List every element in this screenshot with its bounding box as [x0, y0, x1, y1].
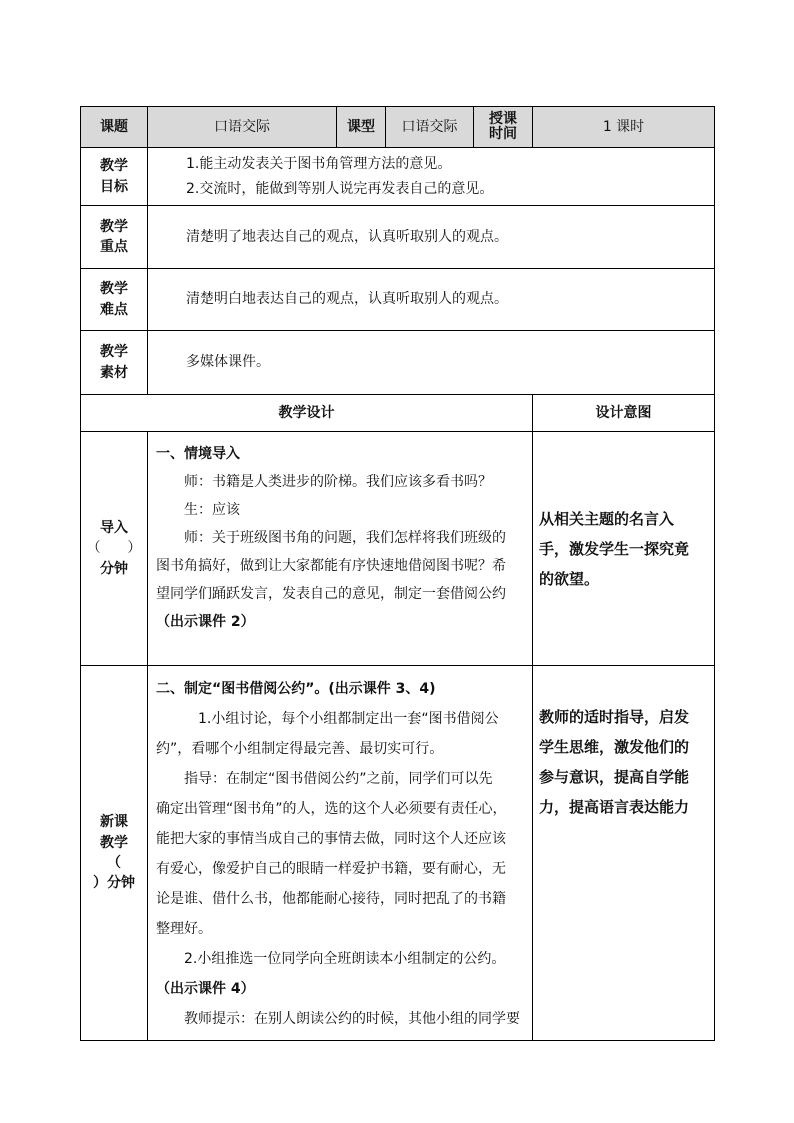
time-label [474, 107, 533, 148]
new-lesson-line: 教师提示：在别人朗读公约的时候，其他小组的同学要 [184, 1011, 520, 1027]
difficulties-content [148, 269, 715, 331]
intro-stage-line3: 分钟 [100, 560, 128, 577]
new-lesson-stage-label [81, 666, 148, 1041]
objectives-label-line1: 教学 [100, 158, 128, 175]
new-lesson-line: （出示课件 4） [156, 981, 255, 997]
design-header-left: 教学设计 [81, 395, 533, 432]
new-lesson-intent [533, 666, 715, 1041]
design-header-row [81, 395, 715, 432]
key-points-line: 清楚明了地表达自己的观点，认真听取别人的观点。 [186, 228, 508, 245]
info-row-difficulties [81, 269, 715, 331]
new-lesson-stage-line2: 教学 [100, 834, 128, 851]
intro-line: 生：应该 [184, 502, 240, 518]
intro-line: 师：书籍是人类进步的阶梯。我们应该多看书吗？ [184, 474, 492, 490]
new-lesson-line: 论是谁、借什么书，他都能耐心接待，同时把乱了的书籍 [156, 891, 506, 907]
section-intro-row [81, 432, 715, 666]
key-points-content [148, 206, 715, 269]
subject-label: 课题 [81, 107, 148, 148]
intro-title: 一、情境导入 [156, 446, 240, 462]
new-lesson-intent-line: 学生思维，激发他们的 [539, 738, 690, 756]
new-lesson-line: 有爱心，像爱护自己的眼睛一样爱护书籍，要有耐心，无 [156, 861, 506, 877]
materials-line: 多媒体课件。 [186, 354, 270, 371]
intro-stage-label [81, 432, 148, 666]
new-lesson-line: 2.小组推选一位同学向全班朗读本小组制定的公约。 [184, 951, 506, 967]
intro-intent-line: 手，激发学生一探究竟 [539, 539, 690, 558]
intro-design-content [148, 432, 533, 666]
intro-line: （出示课件 2） [156, 614, 255, 630]
intro-stage-line2: （ ） [86, 540, 142, 557]
difficulties-line: 清楚明白地表达自己的观点，认真听取别人的观点。 [186, 291, 508, 308]
new-lesson-line: 1.小组讨论，每个小组都制定出一套“图书借阅公 [198, 711, 499, 727]
objectives-label [81, 148, 148, 206]
new-lesson-design-content [148, 666, 533, 1041]
header-row [81, 107, 715, 148]
difficulties-label [81, 269, 148, 331]
new-lesson-intent-line: 力，提高语言表达能力 [539, 798, 690, 816]
intro-line: 图书角搞好，做到让大家都能有序快速地借阅图书呢？希 [156, 558, 506, 574]
new-lesson-stage-line3: （ [107, 855, 121, 871]
materials-label [81, 331, 148, 395]
materials-label-line2: 素材 [100, 364, 128, 381]
difficulties-label-line1: 教学 [100, 281, 128, 298]
section-new-lesson-row [81, 666, 715, 1041]
new-lesson-line: 指导：在制定“图书借阅公约”之前，同学们可以先 [184, 771, 493, 787]
key-points-label-line2: 重点 [100, 239, 128, 255]
new-lesson-stage-line4: ）分钟 [93, 875, 135, 892]
info-row-key-points [81, 206, 715, 269]
info-row-objectives [81, 148, 715, 206]
materials-label-line1: 教学 [100, 344, 128, 361]
key-points-label [81, 206, 148, 269]
objectives-label-line2: 目标 [100, 178, 128, 195]
new-lesson-intent-line: 教师的适时指导，启发 [539, 708, 690, 726]
time-label-line2: 时间 [489, 126, 517, 142]
intro-intent [533, 432, 715, 666]
design-header-right: 设计意图 [533, 395, 715, 432]
new-lesson-line: 整理好。 [156, 921, 212, 937]
subject-value: 口语交际 [148, 107, 337, 148]
new-lesson-title: 二、制定“图书借阅公约”。(出示课件 3、4) [156, 681, 436, 697]
objective-line: 2.交流时，能做到等别人说完再发表自己的意见。 [186, 180, 494, 197]
info-row-materials [81, 331, 715, 395]
type-value: 口语交际 [386, 107, 474, 148]
time-label-line1: 授课 [489, 110, 517, 127]
new-lesson-intent-line: 参与意识，提高自学能 [539, 768, 690, 786]
intro-line: 望同学们踊跃发言，发表自己的意见，制定一套借阅公约 [156, 586, 506, 602]
new-lesson-line: 约”，看哪个小组制定得最完善、最切实可行。 [156, 741, 444, 757]
intro-line: 师：关于班级图书角的问题，我们怎样将我们班级的 [184, 530, 506, 546]
time-value: 1 课时 [533, 107, 715, 148]
type-label: 课型 [337, 107, 386, 148]
new-lesson-stage-line1: 新课 [100, 814, 128, 831]
key-points-label-line1: 教学 [100, 218, 128, 235]
intro-intent-line: 的欲望。 [539, 569, 600, 588]
objective-line: 1.能主动发表关于图书角管理方法的意见。 [186, 155, 452, 172]
new-lesson-line: 能把大家的事情当成自己的事情去做，同时这个人还应该 [156, 831, 506, 847]
difficulties-label-line2: 难点 [100, 301, 128, 318]
lesson-plan-table [80, 106, 715, 1041]
intro-intent-line: 从相关主题的名言入 [539, 509, 675, 528]
materials-content [148, 331, 715, 395]
intro-stage-line1: 导入 [100, 520, 128, 537]
new-lesson-line: 确定出管理“图书角”的人，选的这个人必须要有责任心， [156, 801, 507, 817]
objectives-content [148, 148, 715, 206]
